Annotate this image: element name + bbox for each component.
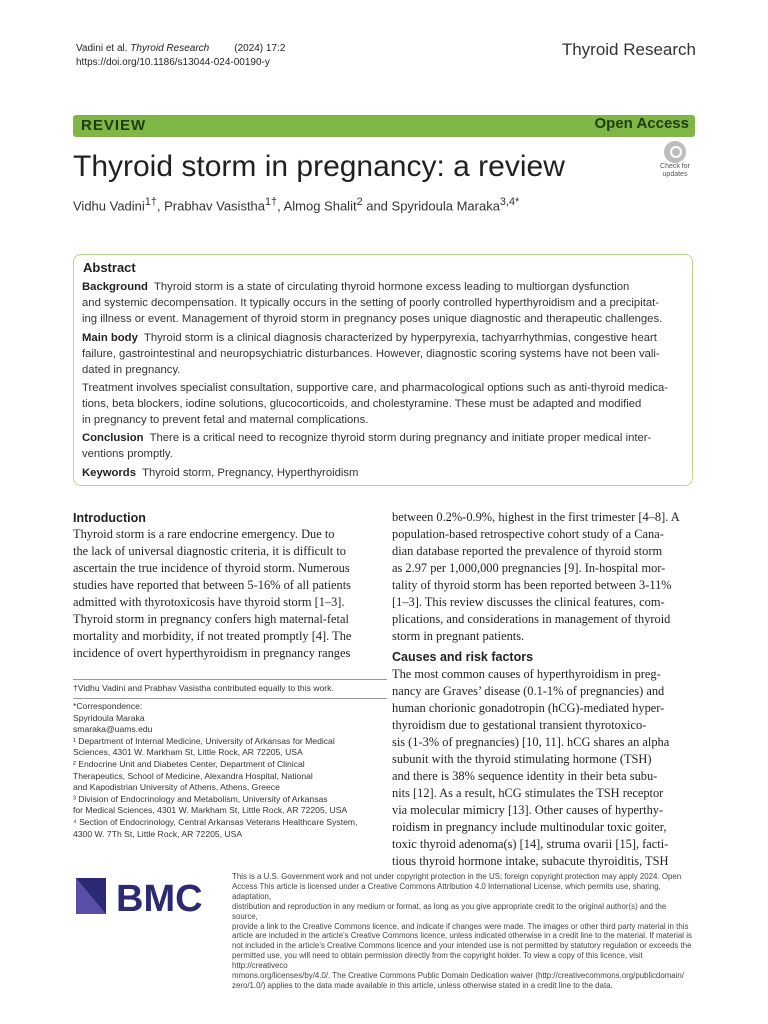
abstract-background (82, 279, 686, 327)
abstract-line: failure, gastrointestinal and neuropsychiatric disturbances. However, diagnostic scoring systems have not been vali- (82, 348, 660, 360)
license-line[interactable]: zero/1.0/) applies to the data made available in this article, unless otherwise stated in a credit line to the data. (232, 980, 613, 990)
body-line: studies have reported that between 5-16% of all patients (73, 578, 352, 592)
open-access-label: Open Access (594, 115, 689, 132)
footnote-line: and Kapodistrian University of Athens, Athens, Greece (73, 782, 280, 793)
author-sep: , (277, 198, 284, 214)
conclusion-label: Conclusion (82, 432, 144, 444)
body-line: the lack of universal diagnostic criteria, it is difficult to (73, 544, 346, 558)
author-affil: 1† (265, 196, 278, 208)
abstract-heading: Abstract (83, 260, 136, 275)
abstract-line: Main body Thyroid storm is a clinical diagnosis characterized by hyperpyrexia, tachyarrhythmias, congestive heart (82, 332, 657, 344)
body-line: sis (1-3% of pregnancies) [10, 11]. hCG shares an alpha (392, 735, 670, 749)
article-type-label: REVIEW (81, 117, 147, 134)
body-line: and there is 38% sequence identity in their beta subu- (392, 769, 658, 783)
footnote-line: ¹ Department of Internal Medicine, University of Arkansas for Medical (73, 735, 335, 746)
license-line: article are included in the article’s Creative Commons licence, unless indicated otherwise in a credit line to the material. If material is (232, 931, 692, 941)
abstract-line: ventions promptly. (82, 448, 173, 460)
equal-contribution-note: †Vidhu Vadini and Prabhav Vasistha contributed equally to this work. (73, 683, 334, 693)
body-line: dian database reported the prevalence of thyroid storm (392, 544, 663, 558)
body-line: Thyroid storm in pregnancy confers high maternal-fetal (73, 612, 349, 626)
author-list (73, 196, 519, 213)
body-line: mortality and morbidity, if not treated promptly [4]. The (73, 629, 352, 643)
footnote-line: 4300 W. 7Th St, Little Rock, AR 72205, USA (73, 828, 243, 839)
keywords-label: Keywords (82, 467, 136, 479)
abstract-line: and systemic decompensation. It typically occurs in the setting of poorly controlled hyperthyroidism and a precipitat- (82, 297, 660, 309)
abstract-line: in pregnancy to prevent fetal and maternal complications. (82, 414, 369, 426)
footnote-line: Therapeutics, School of Medicine, Alexandra Hospital, National (73, 770, 313, 781)
body-line: [1–3]. This review discusses the clinical features, com- (392, 595, 665, 609)
abstract-line: tions, beta blockers, iodine solutions, glucocorticoids, and cholestyramine. These must be adapted and modified (82, 398, 642, 410)
body-line: tality of thyroid storm has been reported between 3-11% (392, 578, 672, 592)
author-affil: 3,4* (499, 196, 520, 208)
abstract-treatment (82, 380, 686, 428)
license-line[interactable]: mmons.org/licenses/by/4.0/. The Creative Commons Public Domain Dedication waiver (http://creativecommons.org/publicdomain/ (232, 971, 685, 981)
citation-journal: Thyroid Research (130, 43, 210, 54)
license-line: not included in the article’s Creative Commons licence and your intended use is not permitted by statutory regulation or exceeds the (232, 941, 692, 951)
intro-continued (392, 509, 694, 645)
author-name[interactable]: Prabhav Vasistha (164, 198, 266, 214)
body-line: admitted with thyrotoxicosis have thyroid storm [1–3]. (73, 595, 345, 609)
footnote-line: Spyridoula Maraka (73, 712, 145, 723)
mainbody-label: Main body (82, 332, 138, 344)
body-line: population-based retrospective cohort study of a Cana- (392, 527, 664, 541)
keywords-text: Thyroid storm, Pregnancy, Hyperthyroidism (142, 467, 359, 479)
body-line: nits [12]. As a result, hCG stimulates the TSH receptor (392, 786, 664, 800)
footnote-divider (73, 698, 387, 699)
abstract-mainbody (82, 330, 686, 378)
footnote-line: ³ Division of Endocrinology and Metabolism, University of Arkansas (73, 793, 328, 804)
body-line: plications, and considerations in management of thyroid (392, 612, 671, 626)
intro-heading: Introduction (73, 511, 146, 525)
logo-text: BMC (116, 878, 203, 918)
footnote-line: *Correspondence: (73, 701, 143, 711)
causes-body (392, 666, 694, 870)
abstract-line: Background Thyroid storm is a state of circulating thyroid hormone excess leading to multiorgan dysfunction (82, 281, 630, 293)
footnote-line: ⁴ Section of Endocrinology, Central Arkansas Veterans Healthcare System, (73, 816, 358, 827)
doi-link[interactable]: https://doi.org/10.1186/s13044-024-00190-y (76, 57, 270, 68)
body-line: toxic thyroid adenoma(s) [14], struma ovarii [15], facti- (392, 837, 669, 851)
body-line: tious thyroid hormone intake, subacute thyroiditis, TSH (392, 854, 669, 868)
article-type-band (73, 115, 695, 137)
journal-name: Thyroid Research (561, 40, 696, 59)
affiliations (73, 701, 387, 840)
body-line: between 0.2%-0.9%, highest in the first trimester [4–8]. A (392, 510, 680, 524)
license-line: provide a link to the Creative Commons licence, and indicate if changes were made. The images or other third party material in this (232, 921, 689, 931)
abstract-line: Conclusion There is a critical need to recognize thyroid storm during pregnancy and initiate proper medical inter- (82, 432, 652, 444)
bmc-logo-graphic (76, 878, 216, 918)
abstract-line: ing illness or event. Management of thyroid storm in pregnancy poses unique diagnostic and therapeutic challenges. (82, 313, 663, 325)
citation-line (76, 42, 285, 56)
abstract-line: dated in pregnancy. (82, 364, 181, 376)
abstract-conclusion (82, 430, 686, 462)
footnote-line: for Medical Sciences, 4301 W. Markham St, Little Rock, AR 72205, USA (73, 805, 348, 816)
license-line: This is a U.S. Government work and not under copyright protection in the US; foreign copyright protection may apply 2024. Open (232, 872, 682, 881)
license-line: Access This article is licensed under a Creative Commons Attribution 4.0 International License, which permits use, sharing, adaptation, (232, 881, 661, 901)
body-line: subunit with the thyroid stimulating hormone (TSH) (392, 752, 652, 766)
check-for-updates-icon (664, 141, 686, 163)
body-line: ascertain the true incidence of thyroid storm. Numerous (73, 561, 350, 575)
abstract-line: Treatment involves specialist consultation, supportive care, and pharmacological options such as anti-thyroid medica- (82, 382, 669, 394)
check-for-updates-badge[interactable] (654, 141, 696, 179)
correspondence-email[interactable]: smaraka@uams.edu (73, 724, 153, 735)
author-and: and (362, 198, 392, 214)
author-affil: 2 (356, 196, 363, 208)
background-label: Background (82, 281, 148, 293)
article-title: Thyroid storm in pregnancy: a review (73, 150, 565, 183)
footnote-divider (73, 679, 387, 680)
body-line: roidism in pregnancy include multinodular toxic goiter, (392, 820, 667, 834)
intro-body (73, 526, 387, 662)
author-name[interactable]: Almog Shalit (283, 198, 357, 214)
badge-line-1: Check for (660, 163, 690, 170)
body-line: human chorionic gonadotropin (hCG)-mediated hyper- (392, 701, 665, 715)
badge-line-2: updates (662, 171, 688, 178)
license-text (232, 872, 694, 991)
body-line: incidence of overt hyperthyroidism in pregnancy ranges (73, 646, 351, 660)
footnote-line: Sciences, 4301 W. Markham St, Little Rock, AR 72205, USA (73, 747, 303, 758)
body-line: as 2.97 per 1,000,000 pregnancies [9]. In-hospital mor- (392, 561, 666, 575)
author-sep: , (156, 198, 165, 214)
author-name[interactable]: Spyridoula Maraka (391, 198, 500, 214)
author-affil: 1† (144, 196, 157, 208)
body-line: thyroidism due to gestational transient thyrotoxico- (392, 718, 647, 732)
license-line[interactable]: permitted use, you will need to obtain permission directly from the copyright holder. To view a copy of this licence, visit http://creativeco (232, 951, 643, 971)
body-line: Thyroid storm is a rare endocrine emergency. Due to (73, 527, 335, 541)
footnote-line: ² Endocrine Unit and Diabetes Center, Department of Clinical (73, 758, 305, 769)
body-line: nancy are Graves’ disease (0.1-1% of pregnancies) and (392, 684, 665, 698)
body-line: The most common causes of hyperthyroidism in preg- (392, 667, 661, 681)
author-name[interactable]: Vidhu Vadini (73, 198, 145, 214)
abstract-keywords (82, 465, 686, 481)
citation-block (76, 42, 285, 70)
license-line: distribution and reproduction in any medium or format, as long as you give appropriate credit to the original author(s) and the source, (232, 901, 667, 921)
bmc-logo (76, 878, 216, 923)
citation-year: (2024) 17:2 (234, 43, 286, 54)
causes-heading: Causes and risk factors (392, 650, 534, 664)
body-line: storm in pregnant patients. (392, 629, 525, 643)
citation-authors: Vadini et al. (76, 43, 128, 54)
body-line: via molecular mimicry [13]. Other causes of hyperthy- (392, 803, 664, 817)
